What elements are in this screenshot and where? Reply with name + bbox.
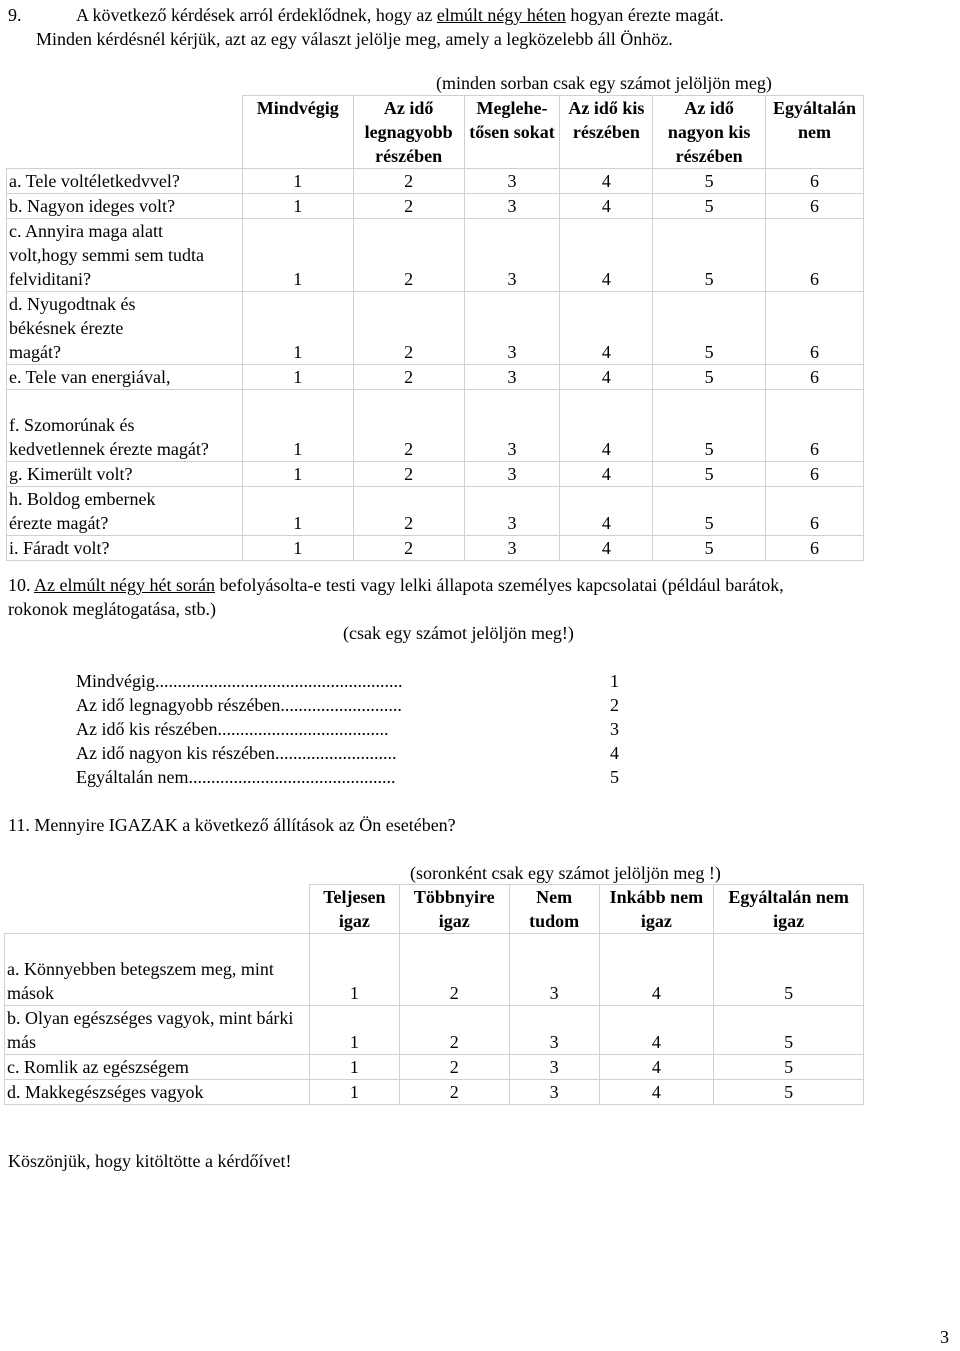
q11-answer-3[interactable]: 3: [509, 934, 599, 1006]
q10-option[interactable]: [76, 742, 636, 766]
q10-option-value[interactable]: 2: [610, 695, 619, 715]
q9-row-label: h. Boldog embernek érezte magát?: [7, 487, 243, 536]
q9-answer-2[interactable]: 2: [353, 365, 464, 390]
q9-answer-6[interactable]: 6: [766, 536, 864, 561]
q9-row-b: [7, 194, 864, 219]
q11-table: [4, 884, 864, 1105]
q9-answer-3[interactable]: 3: [464, 390, 560, 462]
q9-header-3: Meglehe-tősen sokat: [464, 96, 560, 169]
q9-intro-text-a: A következő kérdések arról érdeklődnek, hogy az: [76, 5, 437, 25]
q11-row-a: [5, 934, 864, 1006]
q11-title: 11. Mennyire IGAZAK a következő állítások az Ön esetében?: [8, 815, 456, 835]
page-number: 3: [940, 1327, 949, 1347]
q9-row-label: c. Annyira maga alatt volt,hogy semmi sem tudta felviditani?: [7, 219, 243, 292]
q11-header-3: Nem tudom: [509, 885, 599, 934]
q9-row-h: [7, 487, 864, 536]
q11-answer-4[interactable]: 4: [599, 1006, 714, 1055]
q9-answer-1[interactable]: 1: [242, 390, 353, 462]
q9-answer-6[interactable]: 6: [766, 292, 864, 365]
q9-answer-1[interactable]: 1: [242, 365, 353, 390]
q10-option-label: Az idő kis részében......................................: [76, 719, 389, 739]
q9-answer-6[interactable]: 6: [766, 219, 864, 292]
q9-row-c: [7, 219, 864, 292]
q10-question: [8, 574, 948, 597]
q9-answer-4[interactable]: 4: [560, 536, 653, 561]
q9-answer-5[interactable]: 5: [653, 169, 766, 194]
q9-header-5: Az idő nagyon kis részében: [653, 96, 766, 169]
q9-answer-1[interactable]: 1: [242, 169, 353, 194]
q9-row-label: d. Nyugodtnak és békésnek érezte magát?: [7, 292, 243, 365]
q10-option-label: Az idő legnagyobb részében...........................: [76, 695, 402, 715]
q9-answer-2[interactable]: 2: [353, 487, 464, 536]
q11-answer-1[interactable]: 1: [309, 1055, 399, 1080]
q9-answer-6[interactable]: 6: [766, 365, 864, 390]
q11-header-empty: [5, 885, 310, 934]
q11-header-4: Inkább nem igaz: [599, 885, 714, 934]
q9-row-label: i. Fáradt volt?: [7, 536, 243, 561]
q10-option-label: Az idő nagyon kis részében...........................: [76, 743, 397, 763]
q10-option[interactable]: [76, 766, 636, 790]
q11-answer-5[interactable]: 5: [714, 1006, 864, 1055]
q11-header-2: Többnyire igaz: [399, 885, 509, 934]
q11-answer-2[interactable]: 2: [399, 1080, 509, 1105]
q11-answer-5[interactable]: 5: [714, 934, 864, 1006]
q9-row-a: [7, 169, 864, 194]
q11-row-b: [5, 1006, 864, 1055]
q9-row-label: e. Tele van energiával,: [7, 365, 243, 390]
q10-text-a: befolyásolta-e testi vagy lelki állapota személyes kapcsolatai (például barátok,: [214, 575, 784, 595]
q9-answer-1[interactable]: 1: [242, 536, 353, 561]
q9-row-label: f. Szomorúnak és kedvetlennek érezte magát?: [7, 390, 243, 462]
q11-answer-4[interactable]: 4: [599, 1055, 714, 1080]
q10-option[interactable]: [76, 670, 636, 694]
q10-instruction: (csak egy számot jelöljön meg!): [343, 623, 574, 643]
q9-answer-3[interactable]: 3: [464, 536, 560, 561]
q9-answer-6[interactable]: 6: [766, 169, 864, 194]
q11-header-row: [5, 885, 864, 934]
q10-option-label: Mindvégig.......................................................: [76, 671, 403, 691]
q9-answer-4[interactable]: 4: [560, 462, 653, 487]
q11-row-label: d. Makkegészséges vagyok: [5, 1080, 310, 1105]
q11-answer-5[interactable]: 5: [714, 1080, 864, 1105]
q11-answer-2[interactable]: 2: [399, 1055, 509, 1080]
q9-answer-5[interactable]: 5: [653, 292, 766, 365]
q9-row-label: a. Tele voltéletkedvvel?: [7, 169, 243, 194]
q9-answer-1[interactable]: 1: [242, 194, 353, 219]
q9-table: [6, 95, 864, 561]
q9-instruction: (minden sorban csak egy számot jelöljön meg): [436, 73, 772, 93]
q9-header-1: Mindvégig: [242, 96, 353, 169]
q9-header-row: [7, 96, 864, 169]
q9-intro-underline: elmúlt négy héten: [436, 5, 566, 25]
q9-row-f: [7, 390, 864, 462]
q9-answer-3[interactable]: 3: [464, 487, 560, 536]
q9-row-label: b. Nagyon ideges volt?: [7, 194, 243, 219]
q9-intro-text-b: hogyan érezte magát.: [565, 5, 724, 25]
q9-answer-2[interactable]: 2: [353, 462, 464, 487]
q11-answer-1[interactable]: 1: [309, 934, 399, 1006]
q9-answer-1[interactable]: 1: [242, 462, 353, 487]
q9-answer-2[interactable]: 2: [353, 536, 464, 561]
q10-option-value[interactable]: 3: [610, 719, 619, 739]
q11-row-label: b. Olyan egészséges vagyok, mint bárki más: [5, 1006, 310, 1055]
q10-option-label: Egyáltalán nem..............................................: [76, 767, 396, 787]
q9-answer-4[interactable]: 4: [560, 194, 653, 219]
q9-answer-2[interactable]: 2: [353, 194, 464, 219]
q9-answer-5[interactable]: 5: [653, 487, 766, 536]
q9-row-label: g. Kimerült volt?: [7, 462, 243, 487]
q9-answer-2[interactable]: 2: [353, 292, 464, 365]
q9-answer-5[interactable]: 5: [653, 219, 766, 292]
q11-answer-1[interactable]: 1: [309, 1080, 399, 1105]
q9-answer-5[interactable]: 5: [653, 365, 766, 390]
q9-answer-3[interactable]: 3: [464, 462, 560, 487]
q11-header-1: Teljesen igaz: [309, 885, 399, 934]
q10-option[interactable]: [76, 718, 636, 742]
q9-header-4: Az idő kis részében: [560, 96, 653, 169]
q9-answer-5[interactable]: 5: [653, 194, 766, 219]
q11-answer-4[interactable]: 4: [599, 934, 714, 1006]
q9-answer-5[interactable]: 5: [653, 390, 766, 462]
q10-option-value[interactable]: 1: [610, 671, 619, 691]
q11-answer-5[interactable]: 5: [714, 1055, 864, 1080]
q9-answer-2[interactable]: 2: [353, 169, 464, 194]
q11-answer-3[interactable]: 3: [509, 1080, 599, 1105]
q9-answer-2[interactable]: 2: [353, 390, 464, 462]
q11-answer-2[interactable]: 2: [399, 1006, 509, 1055]
q11-answer-3[interactable]: 3: [509, 1055, 599, 1080]
q11-answer-1[interactable]: 1: [309, 1006, 399, 1055]
q11-row-d: [5, 1080, 864, 1105]
q9-answer-3[interactable]: 3: [464, 365, 560, 390]
q10-number: 10.: [8, 575, 31, 595]
q9-answer-1[interactable]: 1: [242, 487, 353, 536]
q9-answer-3[interactable]: 3: [464, 194, 560, 219]
q9-number: 9.: [8, 5, 22, 25]
q9-answer-5[interactable]: 5: [653, 536, 766, 561]
q11-header-5: Egyáltalán nem igaz: [714, 885, 864, 934]
thank-you-note: Köszönjük, hogy kitöltötte a kérdőívet!: [8, 1151, 292, 1171]
q9-row-d: [7, 292, 864, 365]
q9-answer-5[interactable]: 5: [653, 462, 766, 487]
q9-intro-line2: Minden kérdésnél kérjük, azt az egy választ jelölje meg, amely a legközelebb áll Önhöz.: [36, 29, 673, 49]
q10-option-value[interactable]: 4: [610, 743, 619, 763]
q9-answer-2[interactable]: 2: [353, 219, 464, 292]
q10-option[interactable]: [76, 694, 636, 718]
q9-answer-6[interactable]: 6: [766, 462, 864, 487]
q9-intro-line1: [76, 4, 724, 27]
q10-text-b: rokonok meglátogatása, stb.): [8, 599, 216, 619]
q9-answer-3[interactable]: 3: [464, 169, 560, 194]
q11-answer-2[interactable]: 2: [399, 934, 509, 1006]
q9-header-6: Egyáltalán nem: [766, 96, 864, 169]
q11-answer-3[interactable]: 3: [509, 1006, 599, 1055]
q9-answer-4[interactable]: 4: [560, 292, 653, 365]
q9-answer-1[interactable]: 1: [242, 219, 353, 292]
q9-answer-3[interactable]: 3: [464, 292, 560, 365]
q9-answer-4[interactable]: 4: [560, 219, 653, 292]
q9-row-i: [7, 536, 864, 561]
q9-answer-6[interactable]: 6: [766, 194, 864, 219]
q11-instruction: (soronként csak egy számot jelöljön meg !): [410, 863, 721, 883]
q9-answer-4[interactable]: 4: [560, 390, 653, 462]
q9-row-e: [7, 365, 864, 390]
q9-header-empty: [7, 96, 243, 169]
q9-row-g: [7, 462, 864, 487]
q11-row-c: [5, 1055, 864, 1080]
q9-answer-4[interactable]: 4: [560, 365, 653, 390]
q9-answer-6[interactable]: 6: [766, 487, 864, 536]
q9-answer-3[interactable]: 3: [464, 219, 560, 292]
q9-answer-4[interactable]: 4: [560, 169, 653, 194]
q9-answer-4[interactable]: 4: [560, 487, 653, 536]
q9-header-2: Az idő legnagyobb részében: [353, 96, 464, 169]
q11-row-label: a. Könnyebben betegszem meg, mint mások: [5, 934, 310, 1006]
q10-option-value[interactable]: 5: [610, 767, 619, 787]
q10-underline: Az elmúlt négy hét során: [34, 575, 215, 595]
q9-answer-1[interactable]: 1: [242, 292, 353, 365]
q11-row-label: c. Romlik az egészségem: [5, 1055, 310, 1080]
q9-answer-6[interactable]: 6: [766, 390, 864, 462]
q11-answer-4[interactable]: 4: [599, 1080, 714, 1105]
